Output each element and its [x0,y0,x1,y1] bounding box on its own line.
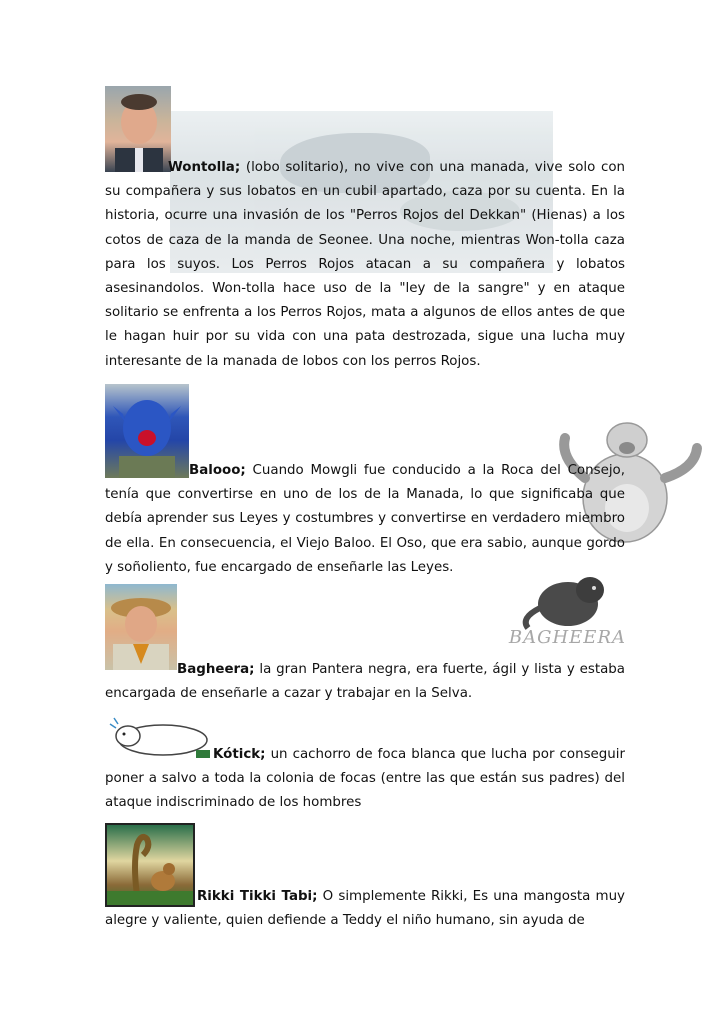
baloo-name: Balooo; [189,463,246,478]
rikki-paragraph [105,885,625,933]
bagheera-logo: BAGHEERA [508,627,626,648]
baloo-paragraph [105,459,625,580]
kotick-paragraph [105,743,625,816]
kotick-text: un cachorro de foca blanca que lucha por conseguir poner a salvo a toda la colonia de focas (entre las que están sus padres) del ataque indiscriminado de los hombres [105,747,625,811]
wontolla-name: Wontolla; [168,160,241,175]
rikki-text: O simplemente Rikki, Es una mangosta muy alegre y valiente, quien defiende a Teddy el niño humano, sin ayuda de [105,889,625,929]
bagheera-panther-drawing [508,568,626,648]
bagheera-name: Bagheera; [177,662,255,677]
wontolla-text: (lobo solitario), no vive con una manada, vive solo con su compañera y sus lobatos en un cubil apartado, caza por su cuenta. En la historia, ocurre una invasión de los "Perros Rojos del Dekkan" (Hienas) a los cotos de caza de la manda de Seonee. Una noche, mientras Won-tolla caza para los suyos. Los Perros Rojos atacan a su compañera y lobatos asesinandolos. Won-tolla hace uso de la "ley de la sangre" y en ataque solitario se enfrenta a los Perros Rojos, mata a algunos de ellos antes de que le hagan huir por su vida con una pata destrozada, sigue una lucha muy interesante de la manada de lobos con los perros Rojos. [105,160,625,369]
rikki-name: Rikki Tikki Tabi; [197,889,318,904]
bagheera-text: la gran Pantera negra, era fuerte, ágil y lista y estaba encargada de enseñarle a cazar y trabajar en la Selva. [105,662,625,702]
kotick-name: Kótick; [213,747,266,762]
wontolla-paragraph [105,156,625,374]
baloo-text: Cuando Mowgli fue conducido a la Roca del Consejo, tenía que convertirse en uno de los de la Manada, lo que significaba que debía aprender sus Leyes y costumbres y convertirse en verdadero miembro de ella. En consecuencia, el Viejo Baloo. El Oso, que era sabio, aunque gordo y soñoliento, fue encargado de enseñarle las Leyes. [105,463,625,575]
bagheera-paragraph [105,658,625,706]
